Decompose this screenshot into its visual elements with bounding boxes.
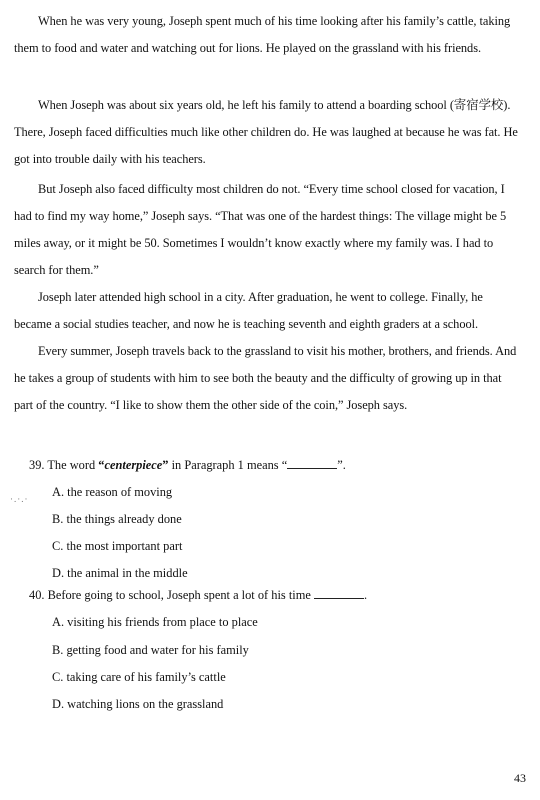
q40-option-a[interactable]: A. visiting his friends from place to place — [52, 615, 258, 629]
q40-option-c[interactable]: C. taking care of his family’s cattle — [52, 670, 226, 684]
scan-mark: ·.·.· — [10, 494, 29, 504]
paragraph-2: When Joseph was about six years old, he left his family to attend a boarding school (寄宿学校). There, Joseph faced difficulties much like other children do. He was laughed at because he was fat. He got into trouble daily with his teachers. — [14, 98, 518, 166]
q40-answer-blank[interactable] — [314, 586, 364, 599]
q39-option-b[interactable]: B. the things already done — [52, 512, 182, 526]
q39-option-d[interactable]: D. the animal in the middle — [52, 566, 188, 580]
q40-suffix: . — [363, 588, 368, 602]
q39-option-c[interactable]: C. the most important part — [52, 539, 183, 553]
question-40 — [29, 586, 367, 603]
q40-prefix: 40. Before going to school, Joseph spent a lot of his time — [29, 588, 314, 602]
q39-prefix: 39. The word — [29, 458, 99, 472]
q39-answer-blank[interactable] — [287, 456, 337, 469]
q40-option-d[interactable]: D. watching lions on the grassland — [52, 697, 224, 711]
q39-suffix: ”. — [337, 458, 346, 472]
paragraph-3: But Joseph also faced difficulty most children do not. “Every time school closed for vacation, I had to find my way home,” Joseph says. “That was one of the hardest things: The village might be 5 miles away, or it might be 50. Sometimes I wouldn’t know exactly where my family was. I had to search for them.” — [14, 182, 507, 277]
paragraph-5: Every summer, Joseph travels back to the grassland to visit his mother, brothers, and friends. And he takes a group of students with him to see both the beauty and the difficulty of growing up in that part of the country. “I like to show them the other side of the coin,” Joseph says. — [14, 344, 517, 412]
q39-keyword: “centerpiece” — [98, 458, 169, 472]
paragraph-1: When he was very young, Joseph spent much of his time looking after his family’s cattle, taking them to food and water and watching out for lions. He played on the grassland with his friends. — [14, 14, 511, 55]
page-number: 43 — [514, 771, 526, 785]
q39-middle: in Paragraph 1 means “ — [168, 458, 288, 472]
question-39 — [29, 456, 346, 473]
q39-option-a[interactable]: A. the reason of moving — [52, 485, 173, 499]
q40-option-b[interactable]: B. getting food and water for his family — [52, 643, 249, 657]
paragraph-4: Joseph later attended high school in a city. After graduation, he went to college. Finally, he became a social studies teacher, and now he is teaching seventh and eighth graders at a school. — [14, 290, 483, 331]
